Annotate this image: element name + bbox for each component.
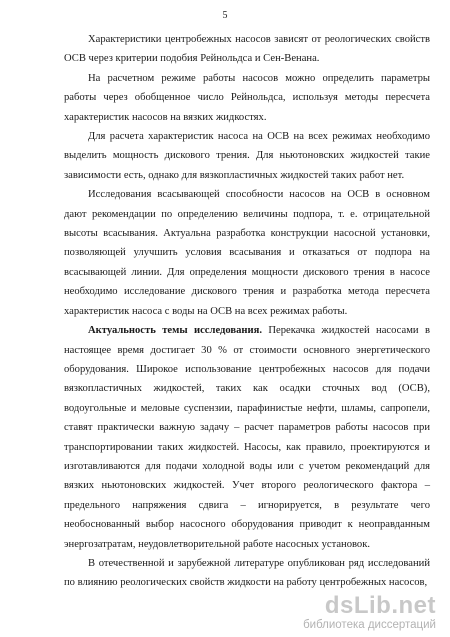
paragraph-5-text: Перекачка жидкостей насосами в настоящее время достигает 30 % от стоимости основного энергетического оборудования. Широкое использование центробежных насосов для подачи вязкопластичных жидкостей, таких как осадки сточных вод (ОСВ), водоугольные и меловые суспензии, парафинистые нефти, шламы, сапропели, ставят практически важную задачу – расчет параметров работы насосов при транспортировании таких жидкостей. Насосы, как правило, проектируются и изготавливаются для подачи холодной воды или с учетом рекомендаций для вязких ньютоновских жидкостей. Учет второго реологического фактора – предельного напряжения сдвига – игнорируется, в результате чего необоснованный выбор насосного оборудования приводит к неоправданным энергозатратам, неудовлетворительной работе насосных установок. xyxy=(64,325,430,550)
paragraph-5 xyxy=(64,321,430,554)
watermark xyxy=(303,594,436,631)
paragraph-6: В отечественной и зарубежной литературе опубликован ряд исследований по влиянию реологических свойств жидкости на работу центробежных насосов, xyxy=(64,557,430,589)
watermark-tagline: библиотека диссертаций xyxy=(303,619,436,631)
section-heading: Актуальность темы исследования. xyxy=(88,325,262,337)
watermark-logo: dsLib.net xyxy=(324,592,436,619)
page-number: 5 xyxy=(222,10,228,21)
document-body xyxy=(64,30,430,593)
paragraph-4: Исследования всасывающей способности насосов на ОСВ в основном дают рекомендации по определению величины подпора, т. е. отрицательной высоты всасывания. Актуальна разработка конструкции насосной установки, позволяющей улучшить условия всасывания и отказаться от подпора на всасывающей линии. Для определения мощности дискового трения в насосе необходимо исследование дискового трения и разработка метода пересчета характеристик насоса с воды на ОСВ на всех режимах работы. xyxy=(64,189,430,317)
paragraph-2: На расчетном режиме работы насосов можно определить параметры работы через обобщенное число Рейнольдса, используя методы пересчета характеристик насосов на вязких жидкостях. xyxy=(64,72,430,123)
paragraph-3: Для расчета характеристик насоса на ОСВ на всех режимах необходимо выделить мощность дискового трения. Для ньютоновских жидкостей такие зависимости есть, однако для вязкопластичных жидкостей таких работ нет. xyxy=(64,131,430,181)
paragraph-1: Характеристики центробежных насосов зависят от реологических свойств ОСВ через критерии подобия Рейнольдса и Сен-Венана. xyxy=(64,34,430,65)
